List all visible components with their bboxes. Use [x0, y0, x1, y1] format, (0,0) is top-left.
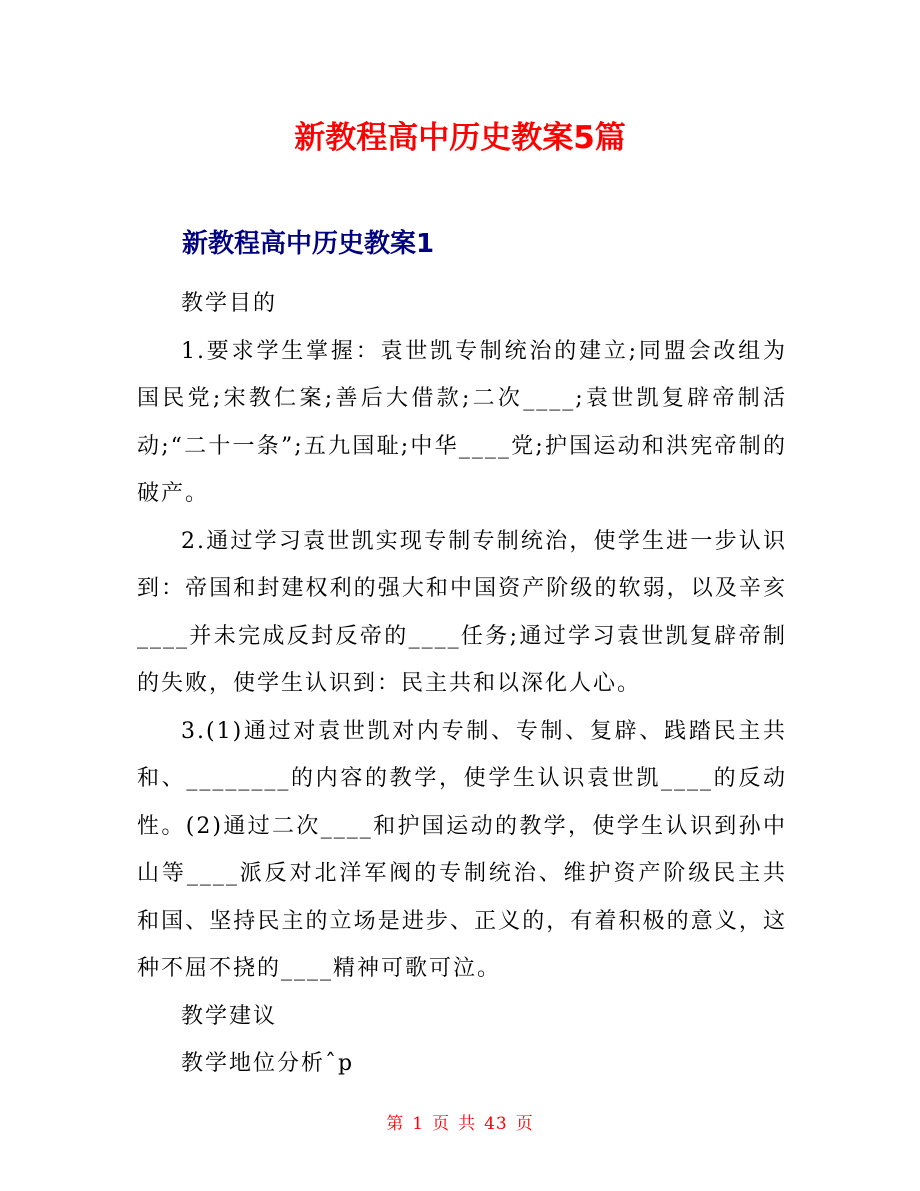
paragraph-goal-2: 2.通过学习袁世凯实现专制专制统治，使学生进一步认识到：帝国和封建权利的强大和中国资产阶级的软弱，以及辛亥____并未完成反封反帝的____任务;通过学习袁世凯复辟帝制的失败，使学生认识到：民主共和以深化人心。: [137, 528, 787, 696]
paragraph-goal-1: 1.要求学生掌握：袁世凯专制统治的建立;同盟会改组为国民党;宋教仁案;善后大借款;二次____;袁世凯复辟帝制活动;“二十一条”;五九国耻;中华____党;护国运动和洪宪帝制的破产。: [137, 338, 787, 506]
footer-page-label: 第: [386, 1114, 405, 1134]
page-footer: [0, 1108, 920, 1140]
paragraph-teaching-position: 教学地位分析ˆp: [181, 1051, 355, 1076]
section-heading: 新教程高中历史教案1: [182, 229, 435, 259]
document-body: [137, 280, 787, 1088]
footer-total-unit: 页: [515, 1114, 534, 1134]
paragraph-teaching-suggestions: 教学建议: [181, 1003, 278, 1029]
paragraph-teaching-goals: 教学目的: [181, 291, 278, 316]
paragraph-goal-3: 3.(1)通过对袁世凯对内专制、专制、复辟、践踏民主共和、________的内容的教学，使学生认识袁世凯____的反动性。(2)通过二次____和护国运动的教学，使学生认识到孙中山等____派反对北洋军阀的专制统治、维护资产阶级民主共和国、坚持民主的立场是进步、正义的，有着积极的意义，这种不屈不挠的____精神可歌可泣。: [137, 718, 787, 981]
footer-total-pages: 43: [484, 1114, 508, 1134]
footer-page-unit: 页: [432, 1114, 451, 1134]
footer-total-label: 共: [458, 1114, 477, 1134]
footer-current-page: 1: [412, 1114, 425, 1134]
document-title: 新教程高中历史教案5篇: [294, 120, 626, 156]
